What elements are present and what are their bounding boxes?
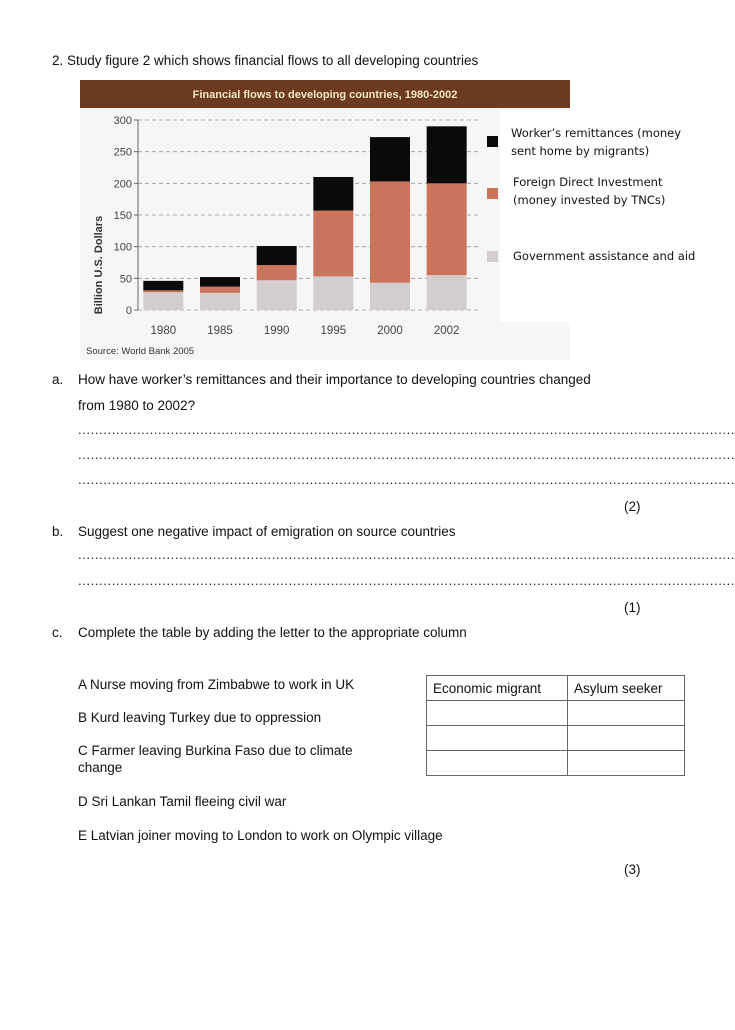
legend-swatch-aid: [487, 251, 498, 262]
header-economic-migrant: Economic migrant: [427, 676, 568, 701]
x-tick-label: 1980: [150, 325, 177, 337]
y-tick-label: 150: [113, 210, 132, 222]
answer-line-b2[interactable]: ............................................................................................................................................................: [78, 573, 735, 588]
part-a-label: a.: [52, 372, 64, 387]
chart-title: Financial flows to developing countries, 1980-2002: [192, 89, 458, 101]
bar-segment: [370, 283, 410, 310]
part-c-marks: (3): [624, 862, 641, 877]
bar-segment: [313, 177, 353, 211]
bar-segment: [257, 246, 297, 265]
legend-fdi-line2: (money invested by TNCs): [513, 193, 666, 207]
part-b-label: b.: [52, 524, 64, 539]
economic-migrant-cell[interactable]: [427, 726, 568, 751]
bar-segment: [257, 265, 297, 280]
x-tick-label: 1995: [320, 325, 347, 337]
legend-fdi: [513, 173, 665, 209]
bar-segment: [143, 281, 183, 291]
part-a-marks: (2): [624, 499, 641, 514]
answer-line-b1[interactable]: ............................................................................................................................................................: [78, 547, 735, 562]
y-tick-label: 50: [119, 273, 132, 286]
migrant-item-c-line2: change: [78, 760, 123, 775]
bar-segment: [427, 275, 467, 310]
bar-segment: [257, 280, 297, 310]
economic-migrant-cell[interactable]: [427, 751, 568, 776]
asylum-seeker-cell[interactable]: [568, 726, 685, 751]
bar-segment: [313, 276, 353, 310]
migrant-classification-table: [426, 675, 685, 776]
bar-segment: [370, 181, 410, 282]
bar-segment: [313, 211, 353, 277]
legend-remittances: [511, 124, 681, 160]
table-row: [427, 701, 685, 726]
migrant-item-e: E Latvian joiner moving to London to work on Olympic village: [78, 828, 443, 843]
y-tick-label: 200: [113, 178, 132, 191]
y-tick-label: 250: [113, 146, 132, 159]
question-heading: 2. Study figure 2 which shows financial flows to all developing countries: [52, 53, 479, 68]
bar-segment: [427, 126, 467, 183]
migrant-item-b: B Kurd leaving Turkey due to oppression: [78, 710, 322, 725]
y-axis-label: Billion U.S. Dollars: [93, 215, 105, 315]
answer-line-a3[interactable]: ............................................................................................................................................................: [78, 472, 735, 487]
economic-migrant-cell[interactable]: [427, 701, 568, 726]
legend-remittances-line2: sent home by migrants): [511, 144, 650, 158]
y-tick-label: 0: [125, 305, 132, 317]
asylum-seeker-cell[interactable]: [568, 701, 685, 726]
migrant-item-a: A Nurse moving from Zimbabwe to work in UK: [78, 677, 355, 692]
header-asylum-seeker: Asylum seeker: [568, 676, 685, 701]
part-a-question-line2: from 1980 to 2002?: [78, 398, 196, 413]
legend-aid: Government assistance and aid: [513, 249, 696, 263]
migrant-item-c: [78, 743, 353, 775]
legend-swatch-remittances: [487, 136, 498, 147]
part-c-label: c.: [52, 625, 63, 640]
table-row: [427, 726, 685, 751]
x-tick-label: 1990: [263, 325, 290, 337]
table-row: [427, 751, 685, 776]
bar-segment: [143, 292, 183, 310]
answer-line-a1[interactable]: ............................................................................................................................................................: [78, 422, 735, 437]
bar-segment: [370, 137, 410, 181]
part-b-question: Suggest one negative impact of emigration on source countries: [78, 524, 456, 539]
y-tick-label: 300: [113, 115, 132, 127]
table-header-row: [427, 676, 685, 701]
legend-swatch-fdi: [487, 188, 498, 199]
part-a-question-line1: How have worker’s remittances and their importance to developing countries changed: [78, 372, 591, 387]
answer-line-a2[interactable]: ............................................................................................................................................................: [78, 447, 735, 462]
financial-flows-chart: [80, 80, 570, 360]
migrant-item-c-line1: C Farmer leaving Burkina Faso due to climate: [78, 743, 353, 758]
migrant-item-d: D Sri Lankan Tamil fleeing civil war: [78, 794, 287, 809]
chart-legend: [500, 110, 696, 322]
bar-segment: [200, 277, 240, 287]
x-tick-label: 2000: [377, 325, 403, 337]
part-c-question: Complete the table by adding the letter to the appropriate column: [78, 625, 467, 640]
chart-source: Source: World Bank 2005: [86, 346, 195, 357]
legend-fdi-line1: Foreign Direct Investment: [513, 175, 663, 189]
asylum-seeker-cell[interactable]: [568, 751, 685, 776]
bar-segment: [200, 287, 240, 293]
y-tick-label: 100: [113, 241, 132, 254]
legend-remittances-line1: Worker’s remittances (money: [511, 126, 682, 140]
bar-segment: [200, 293, 240, 310]
bar-segment: [427, 183, 467, 275]
x-tick-label: 2002: [433, 325, 460, 337]
x-tick-label: 1985: [207, 325, 233, 337]
part-b-marks: (1): [624, 600, 641, 615]
bar-segment: [143, 290, 183, 292]
